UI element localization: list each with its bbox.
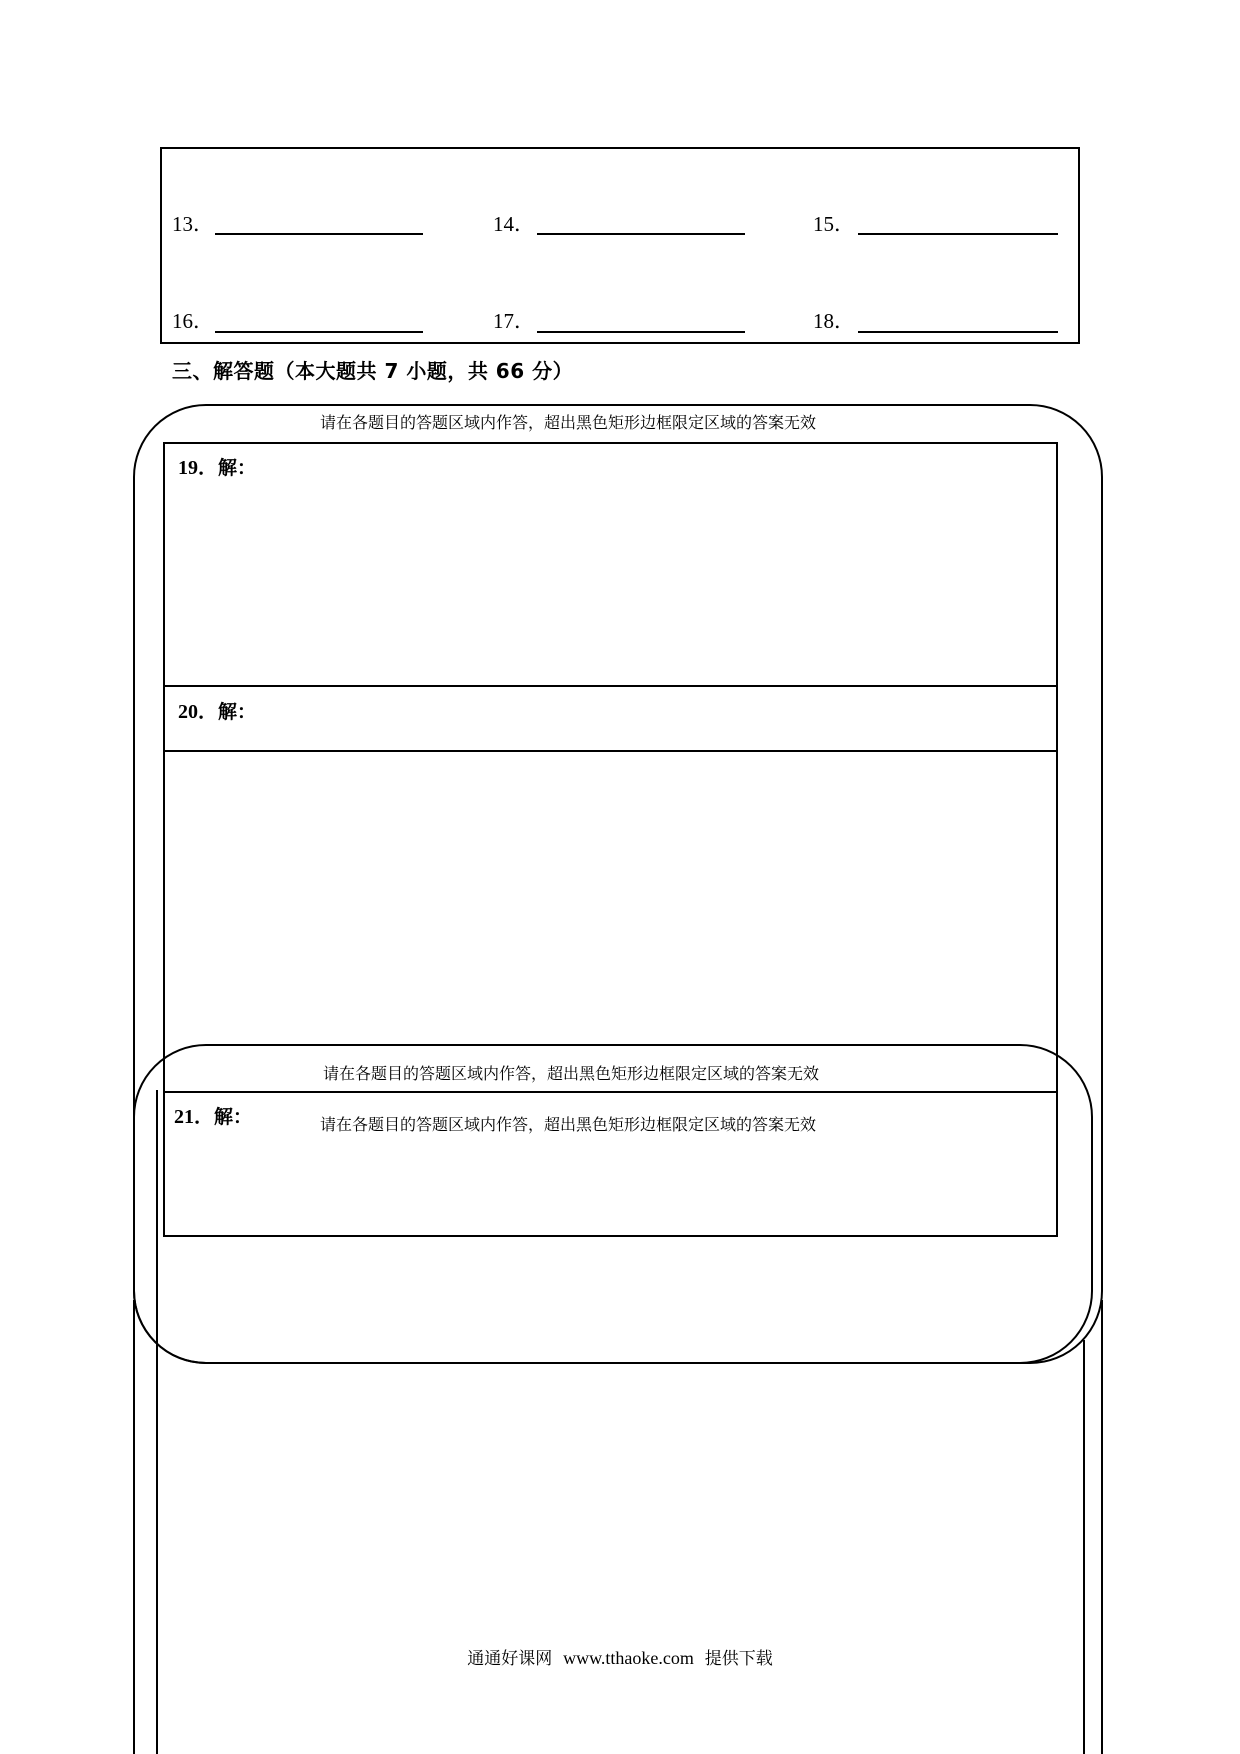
q21-solution-label: 解： — [214, 1106, 253, 1128]
question-14-number: 14． — [493, 212, 535, 236]
q21-number: 21． — [174, 1106, 214, 1128]
q21-label — [174, 1105, 252, 1129]
answer-area-notice-3: 请在各题目的答题区域内作答，超出黑色矩形边框限定区域的答案无效 — [320, 1115, 817, 1134]
q19-answer-box[interactable] — [163, 442, 1058, 687]
q21-answer-box[interactable] — [163, 1091, 1058, 1237]
q20-label — [178, 700, 256, 724]
q20-number: 20． — [178, 701, 218, 723]
q20-left-border — [163, 752, 165, 1092]
q20-right-border — [1056, 752, 1058, 1092]
question-16-number: 16． — [172, 309, 214, 333]
question-13-number: 13． — [172, 212, 214, 236]
question-17-number: 17． — [493, 309, 535, 333]
answer-area-notice: 请在各题目的答题区域内作答，超出黑色矩形边框限定区域的答案无效 — [320, 413, 817, 432]
q20-solution-label: 解： — [218, 701, 257, 723]
section-heading: 三、解答题（本大题共 7 小题，共 66 分） — [172, 359, 574, 383]
question-18-number: 18． — [813, 309, 855, 333]
footer-download-text: 提供下载 — [704, 1649, 773, 1669]
footer-site-name: 通通好课网 — [467, 1649, 553, 1669]
footer-credit — [0, 1647, 1240, 1670]
question-15-number: 15． — [813, 212, 855, 236]
footer-url[interactable]: www.tthaoke.com — [563, 1648, 694, 1668]
q19-number: 19． — [178, 457, 218, 479]
answer-area-notice-2: 请在各题目的答题区域内作答，超出黑色矩形边框限定区域的答案无效 — [323, 1064, 820, 1083]
q20-header-box — [163, 685, 1058, 752]
q19-label — [178, 456, 256, 480]
q19-solution-label: 解： — [218, 457, 257, 479]
